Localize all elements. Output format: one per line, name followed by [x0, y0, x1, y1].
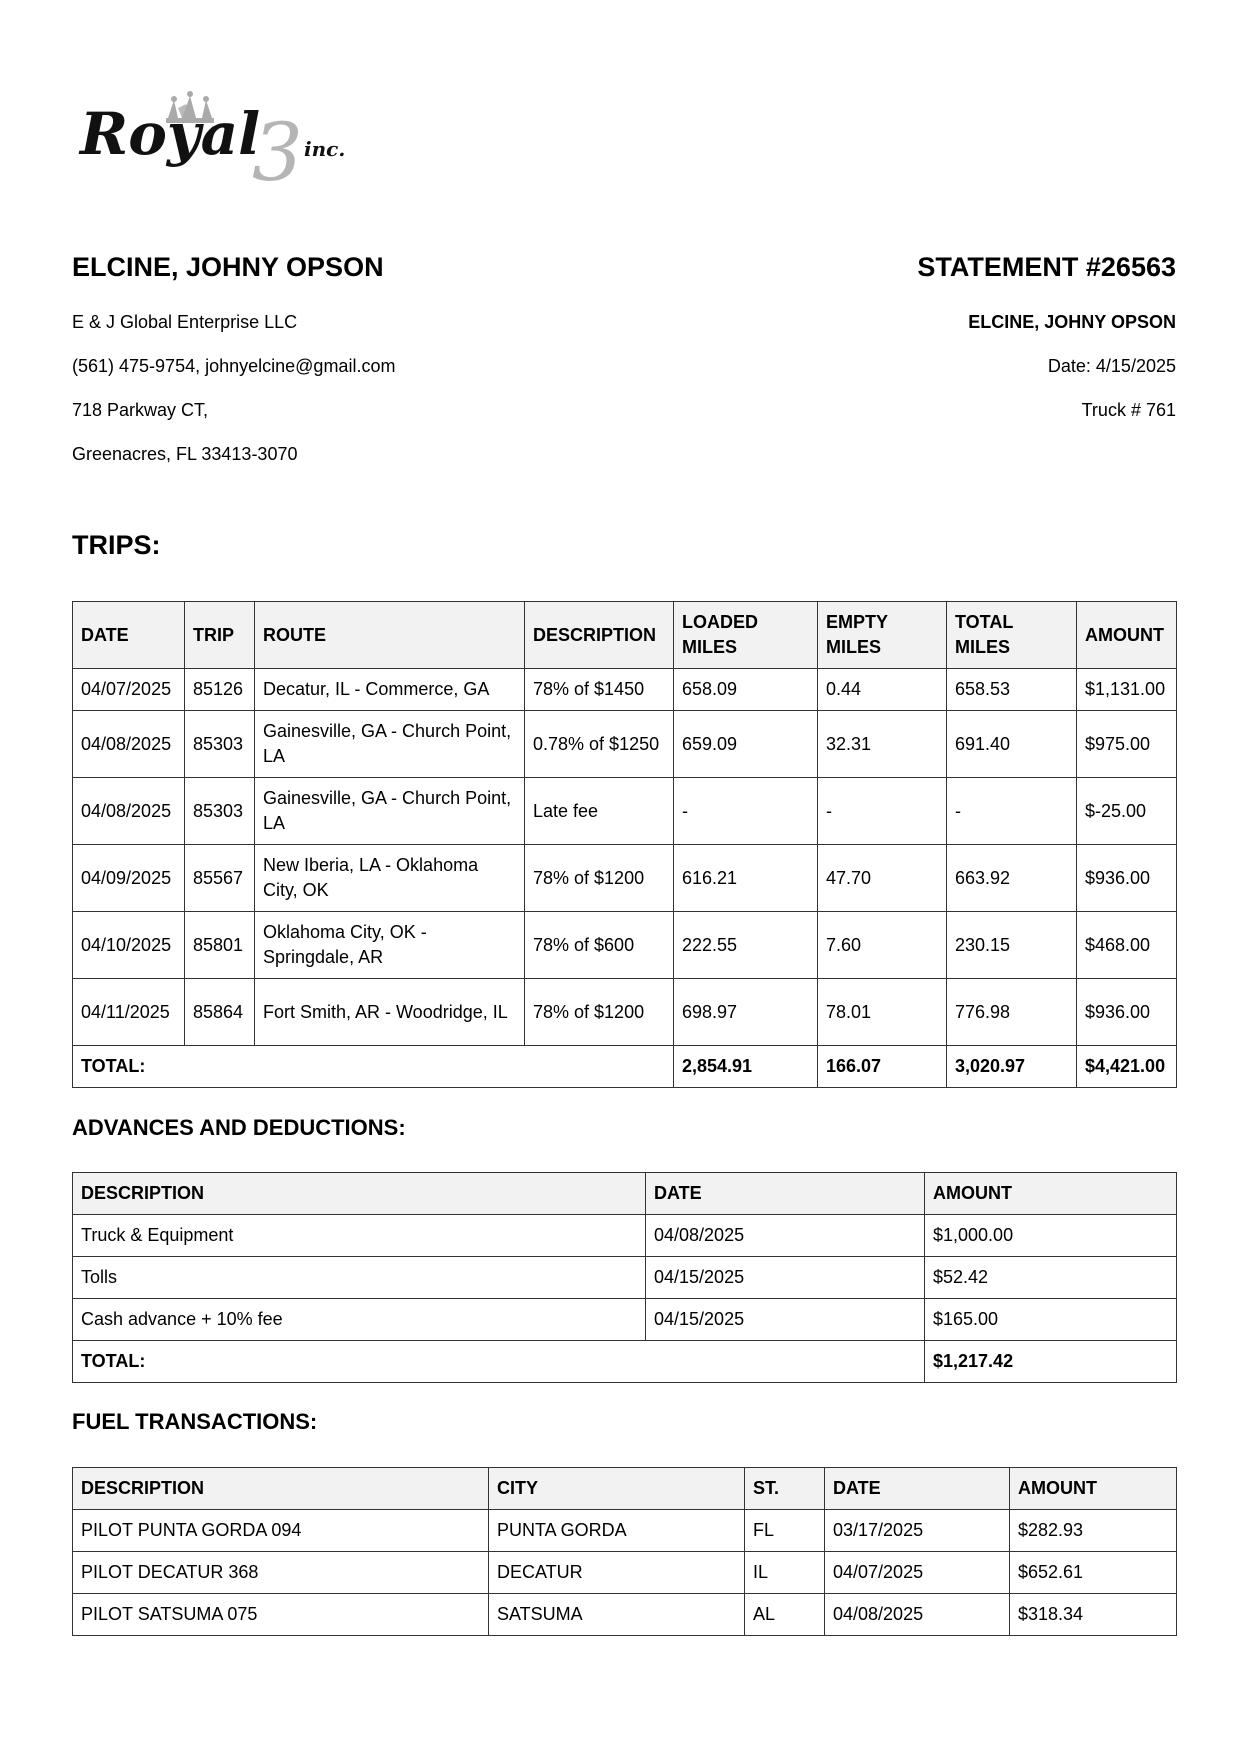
trips-total-loaded: 2,854.91 — [674, 1046, 818, 1088]
trip-amount: $-25.00 — [1077, 778, 1177, 845]
trip-date: 04/08/2025 — [73, 711, 185, 778]
logo-suffix: inc. — [304, 137, 346, 161]
header-description: DESCRIPTION — [73, 1173, 646, 1215]
fuel-amount: $318.34 — [1010, 1594, 1177, 1636]
advances-total-label: TOTAL: — [73, 1341, 925, 1383]
header-loaded-miles: LOADED MILES — [674, 602, 818, 669]
advance-date: 04/15/2025 — [646, 1257, 925, 1299]
trip-route: Oklahoma City, OK - Springdale, AR — [255, 912, 525, 979]
header-amount: AMOUNT — [1077, 602, 1177, 669]
trip-route: Gainesville, GA - Church Point, LA — [255, 778, 525, 845]
fuel-date: 04/08/2025 — [825, 1594, 1010, 1636]
trip-route: Decatur, IL - Commerce, GA — [255, 669, 525, 711]
trip-total-miles: 691.40 — [947, 711, 1077, 778]
advances-total-row — [73, 1341, 1177, 1383]
header-total-miles: TOTAL MILES — [947, 602, 1077, 669]
table-row — [73, 979, 1177, 1046]
trip-description: 0.78% of $1250 — [525, 711, 674, 778]
header-date: DATE — [73, 602, 185, 669]
trip-description: 78% of $1450 — [525, 669, 674, 711]
fuel-amount: $282.93 — [1010, 1510, 1177, 1552]
header-date: DATE — [646, 1173, 925, 1215]
table-row — [73, 1257, 1177, 1299]
table-row — [73, 1594, 1177, 1636]
trip-number: 85864 — [185, 979, 255, 1046]
trip-date: 04/10/2025 — [73, 912, 185, 979]
advances-total-amount: $1,217.42 — [925, 1341, 1177, 1383]
fuel-amount: $652.61 — [1010, 1552, 1177, 1594]
trip-loaded-miles: 698.97 — [674, 979, 818, 1046]
header-empty-miles: EMPTY MILES — [818, 602, 947, 669]
header-city: CITY — [489, 1468, 745, 1510]
trips-total-label: TOTAL: — [73, 1046, 674, 1088]
trip-empty-miles: - — [818, 778, 947, 845]
fuel-state: FL — [745, 1510, 825, 1552]
statement-truck: Truck # 761 — [1081, 400, 1176, 420]
table-row — [73, 1299, 1177, 1341]
fuel-description: PILOT DECATUR 368 — [73, 1552, 489, 1594]
logo-numeral: 3 — [252, 106, 303, 188]
trips-table — [72, 601, 1177, 1088]
statement-title: STATEMENT #26563 — [917, 252, 1176, 282]
fuel-date: 03/17/2025 — [825, 1510, 1010, 1552]
driver-address-line2: Greenacres, FL 33413-3070 — [72, 444, 298, 464]
header-amount: AMOUNT — [925, 1173, 1177, 1215]
advance-description: Truck & Equipment — [73, 1215, 646, 1257]
table-header-row — [73, 602, 1177, 669]
fuel-description: PILOT SATSUMA 075 — [73, 1594, 489, 1636]
header-trip: TRIP — [185, 602, 255, 669]
table-row — [73, 1510, 1177, 1552]
trip-loaded-miles: 616.21 — [674, 845, 818, 912]
trips-total-empty: 166.07 — [818, 1046, 947, 1088]
table-row — [73, 669, 1177, 711]
trip-route: Fort Smith, AR - Woodridge, IL — [255, 979, 525, 1046]
trip-number: 85126 — [185, 669, 255, 711]
advance-date: 04/15/2025 — [646, 1299, 925, 1341]
fuel-state: AL — [745, 1594, 825, 1636]
trip-amount: $936.00 — [1077, 979, 1177, 1046]
advance-amount: $1,000.00 — [925, 1215, 1177, 1257]
trip-date: 04/09/2025 — [73, 845, 185, 912]
table-row — [73, 845, 1177, 912]
trip-route: New Iberia, LA - Oklahoma City, OK — [255, 845, 525, 912]
statement-name: ELCINE, JOHNY OPSON — [968, 312, 1176, 332]
fuel-section-title: FUEL TRANSACTIONS: — [72, 1409, 318, 1434]
trip-number: 85303 — [185, 711, 255, 778]
trip-number: 85801 — [185, 912, 255, 979]
trip-date: 04/07/2025 — [73, 669, 185, 711]
trip-loaded-miles: 222.55 — [674, 912, 818, 979]
table-row — [73, 778, 1177, 845]
advances-section-title: ADVANCES AND DEDUCTIONS: — [72, 1115, 406, 1140]
trips-section-title: TRIPS: — [72, 530, 161, 560]
trip-loaded-miles: 659.09 — [674, 711, 818, 778]
trip-description: 78% of $600 — [525, 912, 674, 979]
driver-info — [72, 246, 395, 465]
driver-address-line1: 718 Parkway CT, — [72, 400, 209, 420]
trips-total-row — [73, 1046, 1177, 1088]
royal3-logo — [78, 78, 378, 188]
advance-amount: $165.00 — [925, 1299, 1177, 1341]
trip-amount: $936.00 — [1077, 845, 1177, 912]
trips-total-amount: $4,421.00 — [1077, 1046, 1177, 1088]
header-state: ST. — [745, 1468, 825, 1510]
trip-description: 78% of $1200 — [525, 979, 674, 1046]
trip-total-miles: 658.53 — [947, 669, 1077, 711]
driver-name: ELCINE, JOHNY OPSON — [72, 252, 384, 282]
trip-empty-miles: 47.70 — [818, 845, 947, 912]
trip-total-miles: 663.92 — [947, 845, 1077, 912]
trip-loaded-miles: 658.09 — [674, 669, 818, 711]
trip-description: 78% of $1200 — [525, 845, 674, 912]
table-row — [73, 1215, 1177, 1257]
trip-empty-miles: 0.44 — [818, 669, 947, 711]
driver-contact: (561) 475-9754, johnyelcine@gmail.com — [72, 356, 396, 376]
header-description: DESCRIPTION — [73, 1468, 489, 1510]
table-row — [73, 711, 1177, 778]
trip-loaded-miles: - — [674, 778, 818, 845]
trip-total-miles: 230.15 — [947, 912, 1077, 979]
advance-description: Tolls — [73, 1257, 646, 1299]
trip-description: Late fee — [525, 778, 674, 845]
trips-total-miles: 3,020.97 — [947, 1046, 1077, 1088]
advance-amount: $52.42 — [925, 1257, 1177, 1299]
fuel-table — [72, 1467, 1177, 1636]
fuel-state: IL — [745, 1552, 825, 1594]
trip-route: Gainesville, GA - Church Point, LA — [255, 711, 525, 778]
trip-empty-miles: 32.31 — [818, 711, 947, 778]
fuel-city: PUNTA GORDA — [489, 1510, 745, 1552]
advances-table — [72, 1172, 1177, 1383]
trip-number: 85567 — [185, 845, 255, 912]
fuel-date: 04/07/2025 — [825, 1552, 1010, 1594]
fuel-city: SATSUMA — [489, 1594, 745, 1636]
trip-total-miles: 776.98 — [947, 979, 1077, 1046]
trip-total-miles: - — [947, 778, 1077, 845]
header-date: DATE — [825, 1468, 1010, 1510]
trip-amount: $468.00 — [1077, 912, 1177, 979]
trip-amount: $1,131.00 — [1077, 669, 1177, 711]
header-route: ROUTE — [255, 602, 525, 669]
statement-date: Date: 4/15/2025 — [1047, 356, 1176, 376]
header-description: DESCRIPTION — [525, 602, 674, 669]
trip-number: 85303 — [185, 778, 255, 845]
trip-empty-miles: 78.01 — [818, 979, 947, 1046]
table-header-row — [73, 1468, 1177, 1510]
table-row — [73, 1552, 1177, 1594]
fuel-city: DECATUR — [489, 1552, 745, 1594]
statement-info — [917, 246, 1176, 421]
header-amount: AMOUNT — [1010, 1468, 1177, 1510]
trip-date: 04/08/2025 — [73, 778, 185, 845]
logo-wordmark: Royal — [80, 100, 261, 168]
advance-description: Cash advance + 10% fee — [73, 1299, 646, 1341]
table-row — [73, 912, 1177, 979]
trip-amount: $975.00 — [1077, 711, 1177, 778]
table-header-row — [73, 1173, 1177, 1215]
fuel-description: PILOT PUNTA GORDA 094 — [73, 1510, 489, 1552]
advance-date: 04/08/2025 — [646, 1215, 925, 1257]
driver-company: E & J Global Enterprise LLC — [72, 312, 298, 332]
trip-date: 04/11/2025 — [73, 979, 185, 1046]
trip-empty-miles: 7.60 — [818, 912, 947, 979]
